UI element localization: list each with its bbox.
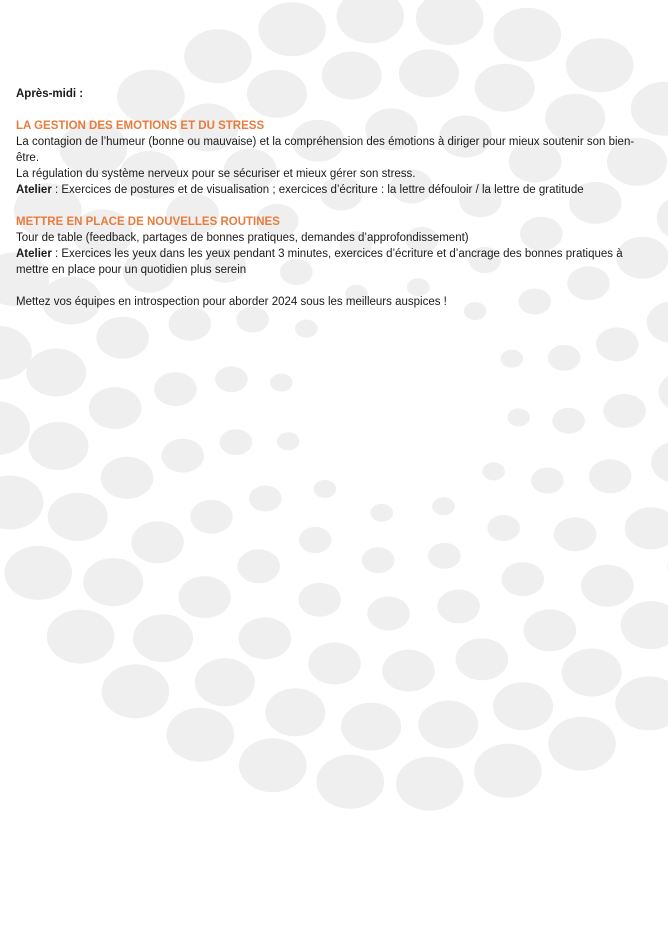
background-dot (195, 658, 255, 706)
background-dot (647, 301, 668, 343)
background-dot (416, 0, 484, 45)
background-dot (362, 547, 395, 573)
background-dot (581, 565, 634, 607)
background-dot (370, 504, 393, 522)
background-dot (456, 638, 509, 680)
background-dot (548, 345, 581, 371)
background-dot (101, 457, 154, 499)
background-dot (552, 408, 585, 434)
background-dot (596, 327, 639, 361)
background-dot (133, 614, 193, 662)
background-dot (507, 408, 530, 426)
background-dot (367, 597, 410, 631)
background-dot (317, 755, 385, 809)
section-emotions-stress (16, 118, 640, 198)
background-dot (28, 422, 88, 470)
background-dot (615, 676, 668, 730)
background-dot (249, 486, 282, 512)
background-dot (298, 583, 341, 617)
background-dot (299, 527, 332, 553)
background-dot (337, 0, 405, 43)
background-dot (493, 682, 553, 730)
background-dot (0, 476, 43, 530)
background-dot (603, 394, 646, 428)
section-title-emotions: LA GESTION DES EMOTIONS ET DU STRESS (16, 120, 265, 132)
background-dot (239, 738, 307, 792)
emotions-atelier (16, 182, 640, 198)
background-dot (239, 617, 292, 659)
background-dot (215, 366, 248, 392)
background-dot (308, 643, 361, 685)
background-dot (651, 441, 668, 483)
routines-line-1: Tour de table (feedback, partages de bonnes pratiques, demandes d’approfondissement) (16, 232, 469, 244)
background-dot (167, 708, 235, 762)
background-dot (4, 546, 72, 600)
background-dot (0, 401, 30, 455)
background-dot (154, 372, 197, 406)
background-dot (659, 371, 668, 413)
background-dot (220, 429, 253, 455)
background-dot (418, 701, 478, 749)
background-dot (428, 543, 461, 569)
document-body (16, 86, 640, 310)
background-dot (554, 517, 597, 551)
background-dot (162, 439, 205, 473)
background-dot (277, 432, 300, 450)
background-dot (548, 717, 616, 771)
background-dot (169, 307, 212, 341)
background-dot (501, 350, 524, 368)
background-dot (237, 549, 280, 583)
background-dot (102, 664, 170, 718)
background-dot (382, 650, 435, 692)
background-dot (341, 703, 401, 751)
background-dot (314, 480, 337, 498)
background-dot (26, 349, 86, 397)
background-dot (482, 462, 505, 480)
background-dot (270, 374, 293, 392)
background-dot (47, 610, 115, 664)
background-dot (295, 320, 318, 338)
background-dot (190, 500, 233, 534)
section-new-routines (16, 214, 640, 278)
background-dot (396, 757, 464, 811)
section-title-routines: METTRE EN PLACE DE NOUVELLES ROUTINES (16, 216, 280, 228)
atelier-text: : Exercices de postures et de visualisation ; exercices d’écriture : la lettre défouloir / la lettre de gratitude (51, 184, 584, 196)
background-dot (96, 317, 149, 359)
background-dot (493, 8, 561, 62)
routines-atelier (16, 246, 640, 278)
background-dot (566, 38, 634, 92)
closing-sentence: Mettez vos équipes en introspection pour aborder 2024 sous les meilleurs auspices ! (16, 296, 447, 308)
atelier-text: : Exercices les yeux dans les yeux pendant 3 minutes, exercices d’écriture et d’ancrage des bonnes pratiques à mettre en place pour un quotidien plus serein (16, 248, 623, 276)
background-dot (657, 194, 668, 242)
background-dot (432, 497, 455, 515)
emotions-line-1: La contagion de l’humeur (bonne ou mauvaise) et la compréhension des émotions à diriger pour mieux soutenir son bien-être. (16, 136, 635, 164)
background-dot (487, 515, 520, 541)
background-dot (184, 29, 252, 83)
background-dot (178, 576, 231, 618)
background-dot (89, 387, 142, 429)
atelier-label: Atelier (16, 184, 52, 196)
emotions-line-2: La régulation du système nerveux pour se sécuriser et mieux gérer son stress. (16, 168, 416, 180)
background-dot (236, 307, 269, 333)
background-dot (131, 521, 184, 563)
background-dot (265, 688, 325, 736)
background-dot (589, 459, 632, 493)
background-dot (474, 744, 542, 798)
afternoon-heading: Après-midi : (16, 88, 84, 100)
background-dot (531, 468, 564, 494)
background-dot (502, 562, 545, 596)
background-dot (48, 493, 108, 541)
background-dot (524, 609, 577, 651)
atelier-label: Atelier (16, 248, 52, 260)
background-dot (562, 649, 622, 697)
background-dot (625, 507, 668, 549)
background-dot (437, 589, 480, 623)
background-dot (83, 558, 143, 606)
background-dot (621, 601, 668, 649)
background-dot (258, 2, 326, 56)
